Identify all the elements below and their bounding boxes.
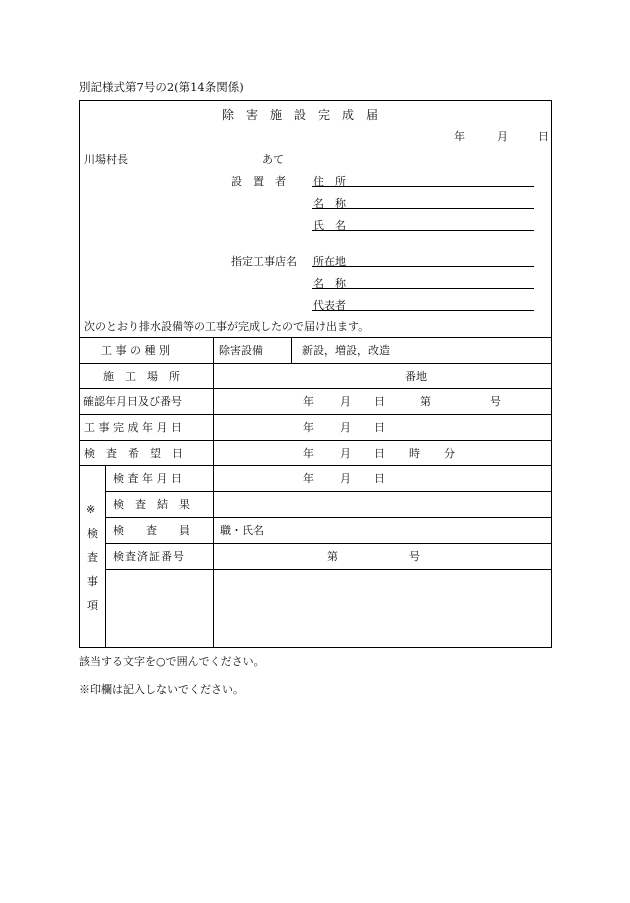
confirm-no-prefix: 第: [420, 395, 431, 408]
addressee-suffix: あて: [262, 153, 284, 166]
inspection-date-year: 年: [303, 472, 314, 485]
row-divider: [105, 569, 552, 570]
certificate-no-prefix: 第: [327, 550, 338, 563]
inspection-date-day: 日: [374, 472, 385, 485]
date-day: 日: [538, 130, 549, 143]
row-divider: [79, 465, 552, 466]
confirm-label: 確認年月日及び番号: [83, 395, 182, 408]
inspection-request-year: 年: [303, 447, 314, 460]
completion-month: 月: [340, 421, 351, 434]
work-type-options[interactable]: 新設，増設，改造: [302, 344, 390, 357]
confirm-month: 月: [340, 395, 351, 408]
column-divider: [105, 465, 106, 647]
form-title: 除 害 施 設 完 成 届: [222, 108, 379, 122]
installer-label: 設 置 者: [231, 175, 286, 188]
note-do-not-fill: ※印欄は記入しないでください。: [79, 683, 244, 696]
statement: 次のとおり排水設備等の工事が完成したので届け出ます。: [84, 320, 370, 333]
inspection-side-char: 項: [87, 599, 98, 612]
inspection-request-hour: 時: [409, 447, 420, 460]
date-year: 年: [454, 130, 465, 143]
inspection-request-month: 月: [340, 447, 351, 460]
inspector-label: 検 査 員: [113, 524, 190, 537]
note-circle: 該当する文字を○で囲んでください。: [79, 655, 265, 668]
row-divider: [105, 491, 552, 492]
inspector-value: 職・氏名: [220, 524, 264, 537]
site-label: 施 工 場 所: [103, 370, 180, 383]
column-divider: [291, 337, 292, 363]
row-divider: [105, 517, 552, 518]
installer-address-line[interactable]: [312, 186, 534, 187]
row-divider: [79, 337, 552, 338]
inspection-request-day: 日: [374, 447, 385, 460]
date-month: 月: [497, 130, 508, 143]
installer-address-label: 住 所: [313, 175, 346, 188]
contractor-label: 指定工事店名: [231, 255, 297, 268]
form-reference: 別記様式第7号の2(第14条関係): [79, 80, 244, 94]
contractor-rep-label: 代表者: [313, 299, 346, 312]
installer-person-label: 氏 名: [313, 219, 346, 232]
column-divider: [213, 337, 214, 647]
inspection-side-mark: ※: [86, 503, 96, 516]
inspection-request-label: 検 査 希 望 日: [84, 447, 183, 460]
inspection-side-char: 検: [87, 527, 98, 540]
confirm-year: 年: [303, 395, 314, 408]
completion-day: 日: [374, 421, 385, 434]
confirm-day: 日: [374, 395, 385, 408]
row-divider: [79, 388, 552, 389]
row-divider: [79, 440, 552, 441]
certificate-no-suffix: 号: [409, 550, 420, 563]
contractor-name-label: 名 称: [313, 277, 346, 290]
inspection-side-char: 査: [87, 551, 98, 564]
site-suffix: 番地: [405, 370, 427, 383]
inspection-date-label: 検 査 年 月 日: [113, 472, 182, 485]
contractor-location-label: 所在地: [313, 255, 346, 268]
installer-name-line[interactable]: [312, 208, 534, 209]
completion-label: 工 事 完 成 年 月 日: [84, 421, 182, 434]
row-divider: [79, 363, 552, 364]
work-type-label: 工 事 の 種 別: [101, 344, 170, 357]
inspection-result-label: 検 査 結 果: [113, 498, 190, 511]
addressee-name: 川場村長: [84, 153, 128, 166]
contractor-rep-line[interactable]: [312, 310, 534, 311]
work-type-value: 除害設備: [219, 344, 263, 357]
row-divider: [105, 543, 552, 544]
confirm-no-suffix: 号: [490, 395, 501, 408]
installer-name-label: 名 称: [313, 197, 346, 210]
inspection-request-minute: 分: [444, 447, 455, 460]
completion-year: 年: [303, 421, 314, 434]
inspection-date-month: 月: [340, 472, 351, 485]
installer-person-line[interactable]: [312, 230, 534, 231]
contractor-location-line[interactable]: [312, 266, 534, 267]
contractor-name-line[interactable]: [312, 288, 534, 289]
certificate-label: 検査済証番号: [113, 550, 185, 563]
row-divider: [79, 414, 552, 415]
inspection-side-char: 事: [87, 575, 98, 588]
